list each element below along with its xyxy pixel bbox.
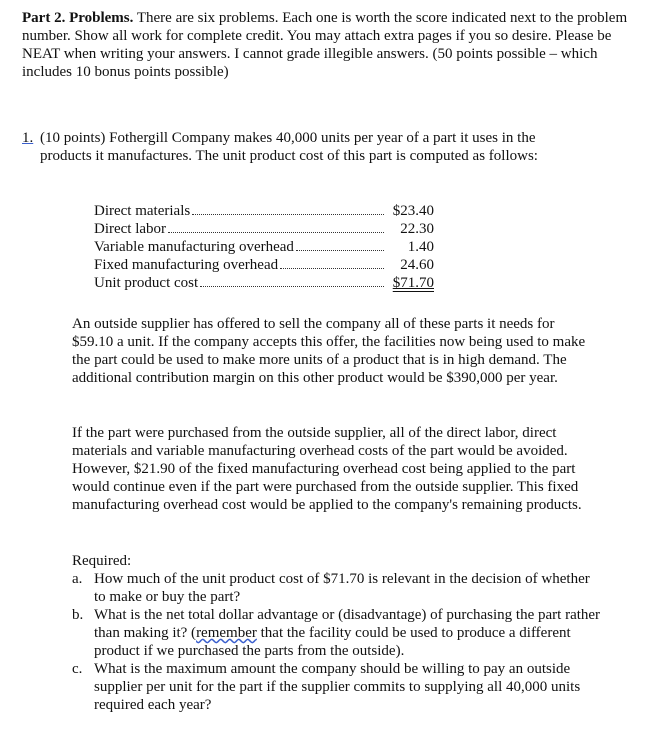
requirement-text: What is the maximum amount the company should be willing to pay an outside supplier per unit for the part if the supplier commits to supplying all 40,000 units required each year? xyxy=(94,661,581,713)
spellcheck-word: remember xyxy=(196,625,257,641)
requirement-letter: b. xyxy=(72,607,84,623)
cost-label: Direct materials xyxy=(94,203,191,219)
problem-heading: (10 points) Fothergill Company makes 40,000 units per year of a part it uses in the products it manufactures. The unit product cost of this part is computed as follows: xyxy=(40,130,538,164)
problem-number: 1. xyxy=(22,130,34,146)
cost-label: Variable manufacturing overhead xyxy=(94,239,294,255)
requirement-b xyxy=(72,606,602,660)
requirement-a xyxy=(72,570,602,606)
cost-row xyxy=(94,256,434,274)
cost-row xyxy=(94,220,434,238)
requirement-c xyxy=(72,660,602,714)
requirement-letter: a. xyxy=(72,571,83,587)
cost-value: 24.60 xyxy=(400,257,434,273)
unit-cost-table xyxy=(94,202,434,292)
cost-label: Direct labor xyxy=(94,221,167,237)
cost-row-total xyxy=(94,274,434,292)
instructions-text: There are six problems. Each one is worth the score indicated next to the problem number. Show all work for complete credit. You may attach extra pages if you so desire. Please be NEAT when writing your answers. I cannot grade illegible answers. (50 points possible – which includes 10 bonus points possible) xyxy=(22,10,628,80)
instructions-heading: Part 2. Problems. xyxy=(22,10,134,26)
requirement-text: How much of the unit product cost of $71.70 is relevant in the decision of whether to make or buy the part? xyxy=(94,571,590,605)
cost-row xyxy=(94,202,434,220)
cost-label: Fixed manufacturing overhead xyxy=(94,257,279,273)
cost-value: 1.40 xyxy=(407,239,434,255)
cost-value: 22.30 xyxy=(400,221,434,237)
supplier-offer-paragraph: An outside supplier has offered to sell the company all of these parts it needs for $59.10 a unit. If the company accepts this offer, the facilities now being used to make the part could be used to make more units of a product that is in high demand. The additional contribution margin on this other product would be $390,000 per year. xyxy=(72,316,586,386)
requirement-text: What is the net total dollar advantage or (disadvantage) of purchasing the part rather than making it? (remember that the facility could be used to produce a different product if we purchased the parts from the outside). xyxy=(94,607,601,659)
instructions-paragraph xyxy=(22,9,642,81)
cost-row xyxy=(94,238,434,256)
cost-value: $23.40 xyxy=(392,203,434,219)
required-label: Required: xyxy=(72,553,132,569)
requirement-letter: c. xyxy=(72,661,83,677)
fixed-overhead-paragraph: If the part were purchased from the outside supplier, all of the direct labor, direct materials and variable manufacturing overhead costs of the part would be avoided. However, $21.90 of the fixed manufacturing overhead cost being applied to the part would continue even if the part were purchased from the outside supplier. This fixed manufacturing overhead cost would be applied to the company's remaining products. xyxy=(72,425,582,513)
problem-1 xyxy=(22,129,632,165)
cost-value-total: $71.70 xyxy=(392,275,434,291)
required-section xyxy=(72,552,602,714)
cost-label: Unit product cost xyxy=(94,275,199,291)
